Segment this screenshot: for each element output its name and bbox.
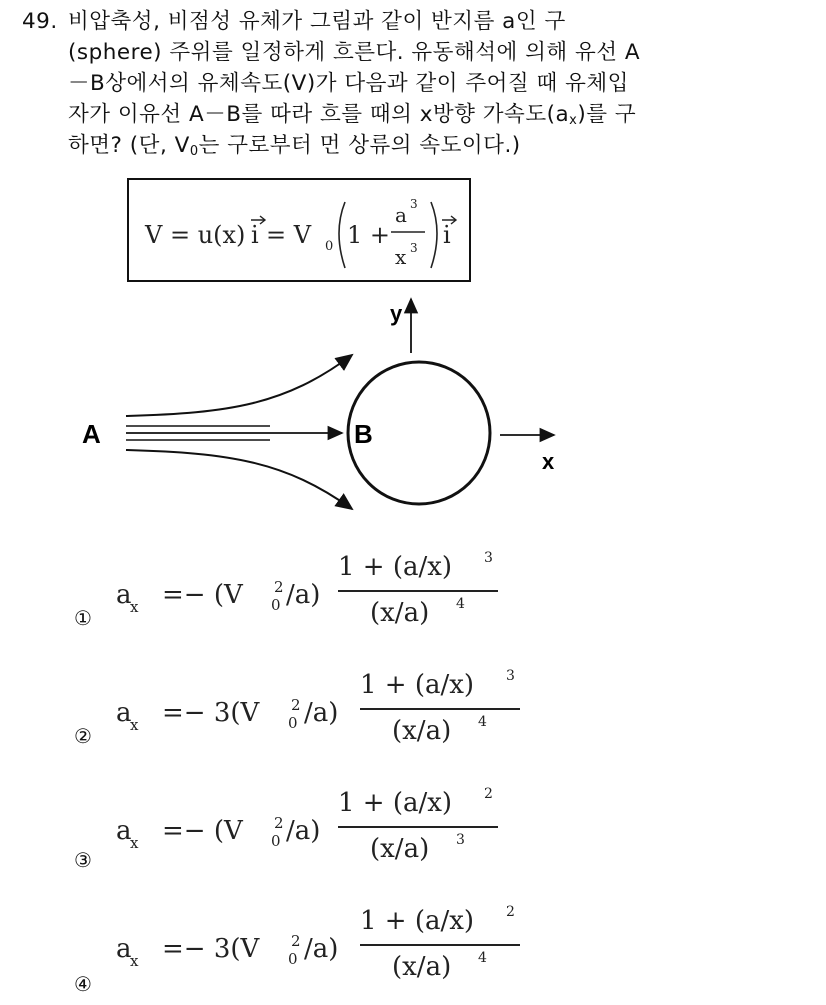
option-1-fraction-bar — [338, 590, 498, 592]
svg-text:0: 0 — [325, 239, 334, 254]
unit-vector-i-2: i — [443, 221, 451, 249]
lower-streamline — [126, 450, 352, 509]
v0-subscript: 0 — [189, 144, 199, 159]
question-line-4: 자가 이유선 A－B를 따라 흐를 때의 x방향 가속도$(a_x)$를 구 — [68, 102, 637, 128]
question-line-2: (sphere) 주위를 일정하게 흐른다. 유동해석에 의해 유선 A — [68, 40, 641, 65]
option-2-marker: ② — [74, 724, 92, 748]
label-a: A — [82, 419, 101, 449]
svg-text:3: 3 — [410, 241, 418, 255]
question-line-1: 비압축성, 비점성 유체가 그림과 같이 반지름 a인 구 — [68, 9, 566, 34]
svg-text:x: x — [395, 245, 407, 269]
svg-text:= V: = V — [266, 221, 312, 249]
streamline-sphere-figure — [70, 285, 590, 525]
label-x: x — [542, 449, 555, 474]
label-y: y — [390, 301, 403, 326]
velocity-formula-box — [127, 178, 471, 282]
option-3-fraction-bar — [338, 826, 498, 828]
option-4-marker: ④ — [74, 972, 92, 996]
upper-streamline — [126, 355, 352, 416]
question-number: 49. — [22, 9, 58, 34]
option-1-marker: ① — [74, 606, 92, 630]
svg-text:1 +: 1 + — [347, 221, 391, 249]
flow-diagram — [70, 285, 590, 529]
question-line-3: －B상에서의 유체속도(V)가 다음과 같이 주어질 때 유체입 — [68, 71, 629, 96]
svg-text:V = u(x): V = u(x) — [145, 221, 246, 249]
unit-vector-i: i — [251, 221, 259, 249]
svg-text:3: 3 — [410, 197, 418, 211]
option-3-marker: ③ — [74, 848, 92, 872]
ax-subscript: x — [569, 113, 578, 128]
label-b: B — [354, 419, 373, 449]
option-2-fraction-bar — [360, 708, 520, 710]
svg-text:a: a — [395, 203, 407, 227]
option-4-fraction-bar — [360, 944, 520, 946]
velocity-formula — [129, 180, 469, 280]
question-line-5: 하면? (단, $V_0$는 구로부터 먼 상류의 속도이다.) — [68, 133, 521, 159]
